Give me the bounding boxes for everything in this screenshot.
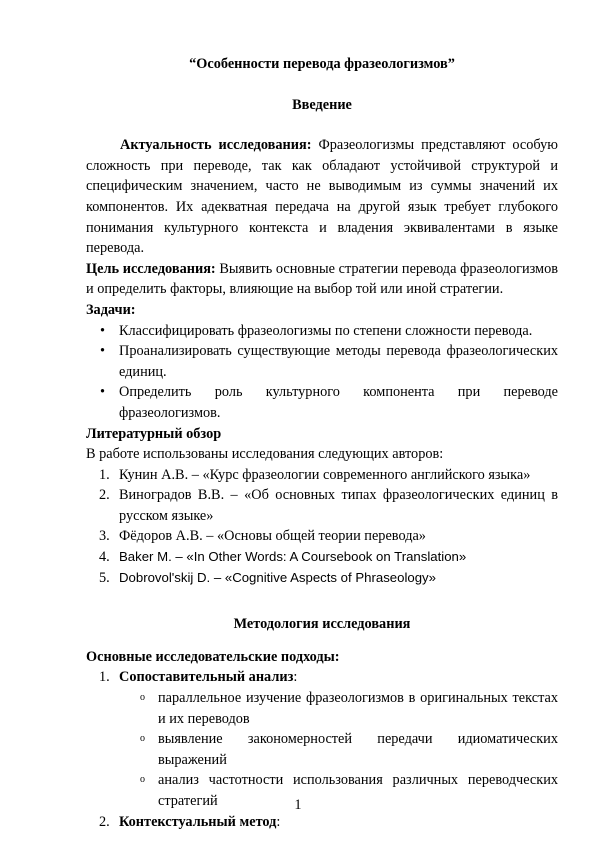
- comparative-subitems: [86, 688, 558, 812]
- bullet-icon: •: [100, 384, 106, 401]
- bullet-icon: •: [100, 343, 106, 360]
- list-item: 1. Кунин А.В. – «Курс фразеологии современного английского языка»: [99, 466, 531, 483]
- list-item: o выявление закономерностей передачи идиоматических выражений: [140, 731, 558, 768]
- list-item: • Определить роль культурного компонента при переводе фразеологизмов.: [100, 384, 558, 421]
- list-item: • Классифицировать фразеологизмы по степени сложности перевода.: [86, 321, 558, 342]
- literature-intro: В работе использованы исследования следующих авторов:: [86, 446, 444, 463]
- list-item: 5. Dobrovol'skij D. – «Cognitive Aspects of Phraseology»: [99, 569, 436, 586]
- goal-label: Цель исследования:: [86, 260, 216, 277]
- goal-text: Выявить основные стратегии перевода фразеологизмов и определить факторы, влияющие на выбор той или иной стратегии.: [86, 260, 558, 298]
- circle-bullet-icon: o: [140, 733, 145, 745]
- list-item: o параллельное изучение фразеологизмов в оригинальных текстах и их переводов: [140, 690, 558, 727]
- tasks-heading: Задачи:: [86, 301, 136, 318]
- approaches-heading: Основные исследовательские подходы:: [86, 648, 340, 665]
- document-title: “Особенности перевода фразеологизмов”: [189, 56, 455, 72]
- list-item: 1. Сопоставительный анализ:: [99, 669, 298, 686]
- circle-bullet-icon: o: [140, 692, 145, 704]
- list-item: 3. Фёдоров А.В. – «Основы общей теории перевода»: [99, 528, 426, 545]
- methodology-heading: Методология исследования: [233, 616, 411, 633]
- list-item: • Проанализировать существующие методы перевода фразеологических единиц.: [100, 343, 558, 380]
- relevance-paragraph: [86, 135, 558, 259]
- literature-heading: Литературный обзор: [86, 425, 222, 442]
- intro-heading: Введение: [292, 96, 352, 113]
- list-item: 2. Контекстуальный метод:: [99, 813, 281, 830]
- approaches-list: [86, 667, 558, 688]
- list-item: o анализ частотности использования различных переводческих стратегий: [140, 772, 558, 809]
- list-item: 4. Baker M. – «In Other Words: A Coursebook on Translation»: [99, 549, 467, 566]
- literature-list: [86, 465, 558, 589]
- list-item: 2. Виноградов В.В. – «Об основных типах фразеологических единиц в русском языке»: [99, 487, 558, 524]
- relevance-label: Актуальность исследования:: [120, 137, 312, 154]
- goal-paragraph: [86, 259, 558, 300]
- circle-bullet-icon: o: [140, 774, 145, 786]
- relevance-text: Фразеологизмы представляют особую сложность при переводе, так как обладают устойчивой структурой и специфическим значением, часто не выводимым из суммы значений их компонентов. Их адекватная передача на другой язык требует глубокого понимания культурного контекста и владения эквивалентами в языке перевода.: [86, 137, 558, 257]
- page-number: 1: [294, 797, 302, 813]
- bullet-icon: •: [100, 322, 106, 339]
- tasks-list: [86, 321, 558, 424]
